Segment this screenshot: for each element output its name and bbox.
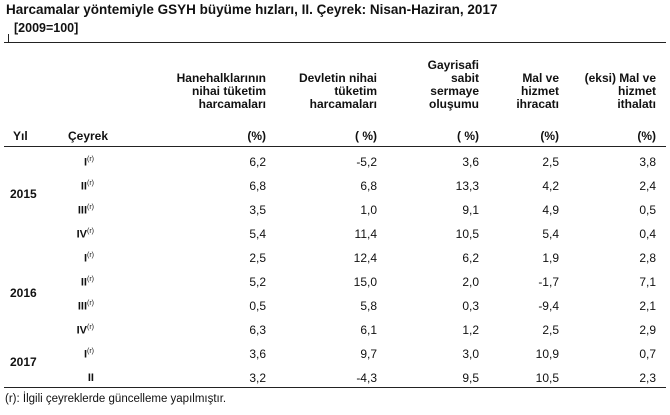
revision-mark: (r) (87, 276, 94, 283)
table-cell: 3,5 (249, 203, 266, 217)
table-cell: -4,3 (356, 371, 377, 385)
table-cell: 15,0 (353, 275, 377, 289)
table-cell: 2,5 (542, 323, 559, 337)
table-cell: 5,8 (360, 299, 377, 313)
col-header-government: Devletin nihai tüketim harcamaları (298, 71, 377, 111)
table-cell: 5,4 (542, 227, 559, 241)
quarter-label: II$^{(r)}$ (80, 276, 94, 289)
table-cell: 11,4 (354, 227, 377, 241)
table-cell: 3,2 (249, 371, 266, 385)
table-cell: 0,4 (639, 227, 656, 241)
unit-government: ( %) (355, 129, 377, 143)
table-cell: 2,9 (639, 323, 656, 337)
table-cell: 0,7 (639, 347, 656, 361)
quarter-label: $I^{(r)}$ (83, 348, 94, 361)
table-cell: 6,2 (462, 251, 479, 265)
revision-mark: (r) (87, 228, 94, 235)
unit-exports: (%) (540, 129, 559, 143)
quarter-label: III$^{(r)}$ (77, 204, 94, 217)
table-cell: 10,5 (455, 227, 479, 241)
revision-mark: (r) (87, 180, 94, 187)
table-cell: 2,1 (639, 299, 656, 313)
quarter-label: IV$^{(r)}$ (76, 228, 94, 241)
quarter-label: $I^{(r)}$ (83, 252, 94, 265)
table-cell: 2,3 (639, 371, 656, 385)
table-cell: 4,2 (542, 179, 559, 193)
quarter-label: II (87, 372, 94, 384)
table-cell: 9,5 (462, 371, 479, 385)
table-cell: 5,4 (249, 227, 266, 241)
header-rule (4, 146, 666, 147)
table-cell: 10,5 (535, 371, 559, 385)
table-cell: 3,0 (462, 347, 479, 361)
table-cell: 6,2 (249, 155, 266, 169)
table-cell: -9,4 (538, 299, 559, 313)
quarter-label: $I^{(r)}$ (83, 156, 94, 169)
col-header-gfcf: Gayrisafi sabit sermaye oluşumu (427, 58, 479, 111)
table-cell: 9,7 (360, 347, 377, 361)
quarter-column-label: Çeyrek (68, 129, 109, 143)
table-cell: 0,5 (249, 299, 266, 313)
footnote: (r): İlgili çeyreklerde güncelleme yapılmıştır. (5, 393, 227, 405)
revision-mark: (r) (87, 300, 94, 307)
table-cell: 10,9 (535, 347, 559, 361)
quarter-label: IV$^{(r)}$ (76, 324, 94, 337)
table-cell: 6,3 (249, 323, 266, 337)
table-cell: 13,3 (455, 179, 479, 193)
revision-mark: (r) (87, 324, 94, 331)
col-header-imports: (eksi) Mal ve hizmet ithalatı (584, 71, 656, 111)
revision-mark: (r) (87, 204, 94, 211)
table-cell: 6,8 (249, 179, 266, 193)
quarter-label: II$^{(r)}$ (80, 180, 94, 193)
table-cell: 2,5 (249, 251, 266, 265)
year-2016: 2016 (10, 286, 37, 300)
table-top-rule (4, 42, 666, 43)
table-title: Harcamalar yöntemiyle GSYH büyüme hızları, II. Çeyrek: Nisan-Haziran, 2017 (6, 2, 498, 17)
unit-gfcf: ( %) (457, 129, 479, 143)
table-cell: 2,4 (639, 179, 656, 193)
year-2017: 2017 (10, 355, 37, 369)
unit-household: (%) (247, 129, 266, 143)
table-cell: 2,8 (639, 251, 656, 265)
year-2015: 2015 (10, 187, 37, 201)
col-header-household: Hanehalklarının nihai tüketim harcamaları (176, 71, 266, 111)
table-cell: 5,2 (249, 275, 266, 289)
table-cell: 7,1 (639, 275, 656, 289)
table-bottom-rule (4, 387, 666, 388)
table-cell: 1,2 (462, 323, 479, 337)
table-cell: 9,1 (462, 203, 479, 217)
table-cell: 0,5 (639, 203, 656, 217)
year-column-label: Yıl (13, 129, 28, 143)
table-cell: 2,0 (462, 275, 479, 289)
table-cell: -1,7 (538, 275, 559, 289)
revision-mark: (r) (87, 348, 94, 355)
quarter-label: III$^{(r)}$ (77, 300, 94, 313)
table-cell: 3,8 (639, 155, 656, 169)
table-cell: 4,9 (542, 203, 559, 217)
table-cell: 1,9 (542, 251, 559, 265)
revision-mark: (r) (87, 252, 94, 259)
col-header-exports: Mal ve hizmet ihracatı (516, 71, 559, 111)
base-year-label: [2009=100] (14, 21, 79, 35)
table-cell: 1,0 (360, 203, 377, 217)
unit-imports: (%) (637, 129, 656, 143)
table-cell: 6,1 (360, 323, 377, 337)
table-cell: 3,6 (462, 155, 479, 169)
table-cell: -5,2 (356, 155, 377, 169)
table-cell: 6,8 (360, 179, 377, 193)
revision-mark: (r) (87, 156, 94, 163)
table-cell: 12,4 (353, 251, 377, 265)
table-cell: 2,5 (542, 155, 559, 169)
table-cell: 3,6 (249, 347, 266, 361)
table-cell: 0,3 (462, 299, 479, 313)
